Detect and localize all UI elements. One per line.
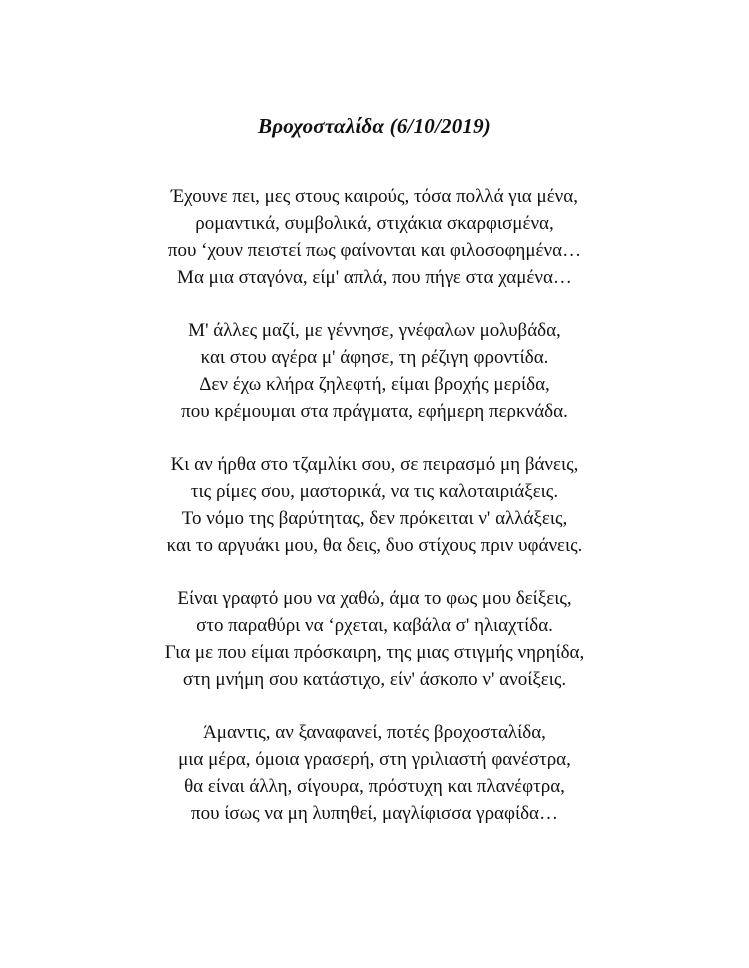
stanza-4: [0, 585, 749, 693]
poem-line: που ίσως να μη λυπηθεί, μαγλίφισσα γραφίδα…: [191, 803, 558, 824]
poem-line: στη μνήμη σου κατάστιχο, είν' άσκοπο ν' ανοίξεις.: [182, 669, 567, 690]
poem-line: θα είναι άλλη, σίγουρα, πρόστυχη και πλανέφτρα,: [184, 776, 565, 797]
poem-line: Έχουνε πει, μες στους καιρούς, τόσα πολλά για μένα,: [171, 186, 578, 207]
poem-line: Μα μια σταγόνα, είμ' απλά, που πήγε στα χαμένα…: [177, 267, 572, 288]
poem-line: Είναι γραφτό μου να χαθώ, άμα το φως μου δείξεις,: [177, 588, 572, 609]
poem-line: ρομαντικά, συμβολικά, στιχάκια σκαρφισμένα,: [195, 213, 554, 234]
stanza-1: [0, 183, 749, 291]
poem-line: Κι αν ήρθα στο τζαμλίκι σου, σε πειρασμό μη βάνεις,: [170, 454, 579, 475]
poem-body: [0, 183, 749, 853]
poem-line: και στου αγέρα μ' άφησε, τη ρέζιγη φροντίδα.: [200, 347, 549, 368]
poem-line: Το νόμο της βαρύτητας, δεν πρόκειται ν' αλλάξεις,: [181, 508, 568, 529]
poem-line: μια μέρα, όμοια γρασερή, στη γριλιαστή φανέστρα,: [178, 749, 571, 770]
stanza-3: [0, 451, 749, 559]
poem-line: τις ρίμες σου, μαστορικά, να τις καλοταιριάξεις.: [190, 481, 559, 502]
poem-line: που ‘χουν πειστεί πως φαίνονται και φιλοσοφημένα…: [167, 240, 582, 261]
poem-line: Δεν έχω κλήρα ζηλεφτή, είμαι βροχής μερίδα,: [199, 374, 550, 395]
poem-line: και το αργυάκι μου, θα δεις, δυο στίχους πριν υφάνεις.: [166, 535, 583, 556]
poem-line: που κρέμουμαι στα πράγματα, εφήμερη περκνάδα.: [181, 401, 568, 422]
poem-line: Άμαντις, αν ξαναφανεί, ποτές βροχοσταλίδα,: [203, 722, 546, 743]
poem-line: Μ' άλλες μαζί, με γέννησε, γνέφαλων μολυβάδα,: [188, 320, 561, 341]
stanza-5: [0, 719, 749, 827]
poem-line: Για με που είμαι πρόσκαιρη, της μιας στιγμής νηρηίδα,: [164, 642, 585, 663]
poem-line: στο παραθύρι να ‘ρχεται, καβάλα σ' ηλιαχτίδα.: [196, 615, 553, 636]
stanza-2: [0, 317, 749, 425]
poem-title: Βροχοσταλίδα (6/10/2019): [258, 114, 491, 138]
